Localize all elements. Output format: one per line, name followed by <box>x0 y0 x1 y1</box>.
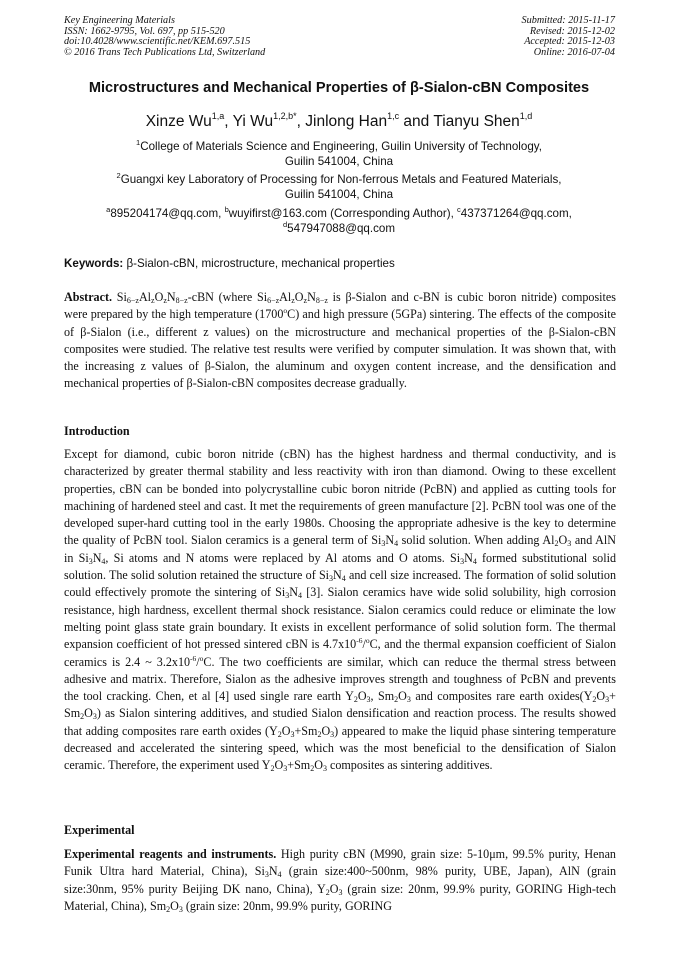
journal-doi: doi:10.4028/www.scientific.net/KEM.697.515 <box>64 36 251 48</box>
email-mark: d <box>283 220 288 229</box>
date-accepted: Accepted: 2015-12-03 <box>524 36 615 48</box>
submission-dates <box>522 16 615 58</box>
affil-mark: 2 <box>116 171 121 180</box>
keywords <box>64 257 616 270</box>
journal-info <box>64 16 265 58</box>
author-affil-mark: 1,c <box>387 111 400 121</box>
journal-issn: ISSN: 1662-9795, Vol. 697, pp 515-520 <box>64 25 225 37</box>
keywords-text: β-Sialon-cBN, microstructure, mechanical properties <box>123 257 395 270</box>
author-name: Jinlong Han <box>305 113 388 130</box>
author-affil-mark: 1,d <box>519 111 533 121</box>
affil-city: Guilin 541004, China <box>284 188 394 201</box>
affil-mark: 1 <box>136 138 141 147</box>
affil-city: Guilin 541004, China <box>284 155 394 168</box>
affil-text: College of Materials Science and Engineering, Guilin University of Technology, <box>140 140 542 153</box>
author-name: Yi Wu <box>232 113 274 130</box>
date-submitted: Submitted: 2015-11-17 <box>521 15 615 26</box>
author-list <box>0 113 678 131</box>
email-mark: a <box>106 205 111 214</box>
introduction-paragraph: Except for diamond, cubic boron nitride (cBN) has the highest hardness and thermal conductivity, and is characterized by greater thermal stability and less reactivity with iron than diamond. Owing to these excellent properties, cBN can be bonded into polycrystalline cubic boron nitride (PcBN) and applied as cutting tools for machining of hardened steel and cast. It met the requirements of green manufacture [2]. PcBN tool was one of the developed super-hard cutting tool in the early 1980s. Choosing the appropriate adhesive is the key to determine the quality of PcBN tool. Sialon ceramics is a general term of $Si_3N_4$ solid solution. When adding $Al_2O_3$ and AlN in $Si_3N_4$, Si atoms and N atoms were replaced by Al atoms and O atoms. $Si_3N_4$ formed substitutional solid solution. The solid solution retained the structure of $Si_3N_4$ and cell size increased. The formation of solid solution could effectively promote the sintering of $Si_3N_4$ [3]. Sialon ceramics have wide solid solubility, high corrosion resistance, high hardness, excellent thermal shock resistance. Sialon ceramics could reduce or eliminate the low melting point glass state grain boundary. It exists in excellent performance of solid solution form. The thermal expansion coefficient of hot pressed sintered cBN is $4.7x10^{-6}/^oC$, and the thermal expansion coefficient of Sialon ceramics is 2.4 ~ $3.2x10^{-6}/^oC$. The two coefficients are similar, which can reduce the thermal stress between adhesive and matrix. Therefore, Sialon as the adhesive improves strength and toughness of PcBN and prevents the tool cracking. Chen, et al [4] used single rare earth $Y_2O_3$, $Sm_2O_3$ and composites rare earth $oxides(Y_2O_3+ Sm_2O_3)$ as Sialon sintering additives, and studied Sialon densification and reaction process. The results showed that adding composites rare earth oxides $(Y_2O_3+Sm_2O_3)$ appeared to make the liquid phase sintering temperature decreased and accelerated the sintering speed, which was the most beneficial to the densification of Sialon ceramic. Therefore, the experiment used $Y_2O_3+Sm_2O_3$ composites as sintering additives. <box>64 447 617 774</box>
author-emails <box>0 206 678 236</box>
subsection-label: Experimental reagents and instruments. <box>64 847 277 861</box>
author-separator: , <box>296 113 306 130</box>
experimental-paragraph: Experimental reagents and instruments. High purity cBN (M990, grain size: 5-10μm, 99.5% purity, Henan Funik Ultra hard Material, China), $Si_3N_4$ (grain size:400~500nm, 98% purity, UBE, Japan), AlN (grain size:30nm, 95% purity Beijing DK nano, China), $Y_2O_3$ (grain size: 20nm, 99.9% purity, GORING High-tech Material, China), $Sm_2O_3$ (grain size: 20nm, 99.9% purity, GORING <box>64 847 616 914</box>
author-name: Xinze Wu <box>145 113 212 130</box>
affil-text: Guangxi key Laboratory of Processing for Non-ferrous Metals and Featured Materials, <box>120 173 562 186</box>
date-revised: Revised: 2015-12-02 <box>529 25 615 37</box>
paper-title: Microstructures and Mechanical Properties of β-Sialon-cBN Composites <box>88 80 590 96</box>
section-heading-experimental: Experimental <box>64 823 135 837</box>
abstract-label: Abstract. <box>64 290 113 304</box>
affiliation-1 <box>0 139 678 169</box>
journal-copyright: © 2016 Trans Tech Publications Ltd, Switzerland <box>64 46 266 58</box>
email-mark: b <box>224 205 229 214</box>
affiliation-2 <box>0 172 678 202</box>
email-mark: c <box>457 205 461 214</box>
date-online: Online: 2016-07-04 <box>533 46 615 58</box>
section-heading-introduction: Introduction <box>64 424 130 438</box>
author-affil-mark: 1,2,b* <box>273 111 297 121</box>
author-affil-mark: 1,a <box>211 111 225 121</box>
abstract: Abstract. $Si_{6-z}Al_zO_zN_{8-z}$-cBN (where $Si_{6-z}Al_zO_zN_{8-z}$ is β-Sialon and c-BN is cubic boron nitride) composites were prepared by the high temperature (1700$^o$C) and high pressure (5GPa) sintering. The effects of the composite of β-Sialon (i.e., different z values) on the microstructure and mechanical properties of the β-Sialon-cBN composites were studied. The relative test results were verified by computer simulation. It was shown that, with the increasing z values of β-Sialon, the aluminum and oxygen content increase, and the densification and mechanical properties of β-Sialon-cBN composites decrease gradually. <box>64 290 616 391</box>
author-separator: and <box>399 113 434 130</box>
journal-name: Key Engineering Materials <box>64 15 175 26</box>
author-separator: , <box>224 113 233 130</box>
author-name: Tianyu Shen <box>433 113 520 130</box>
keywords-label: Keywords: <box>64 257 124 270</box>
email-link[interactable]: wuyifirst@163.com (Corresponding Author), <box>228 207 458 220</box>
email-link[interactable]: 437371264@qq.com, <box>460 207 572 220</box>
email-link[interactable]: 895204174@qq.com, <box>110 207 225 220</box>
email-link[interactable]: 547947088@qq.com <box>287 222 395 235</box>
